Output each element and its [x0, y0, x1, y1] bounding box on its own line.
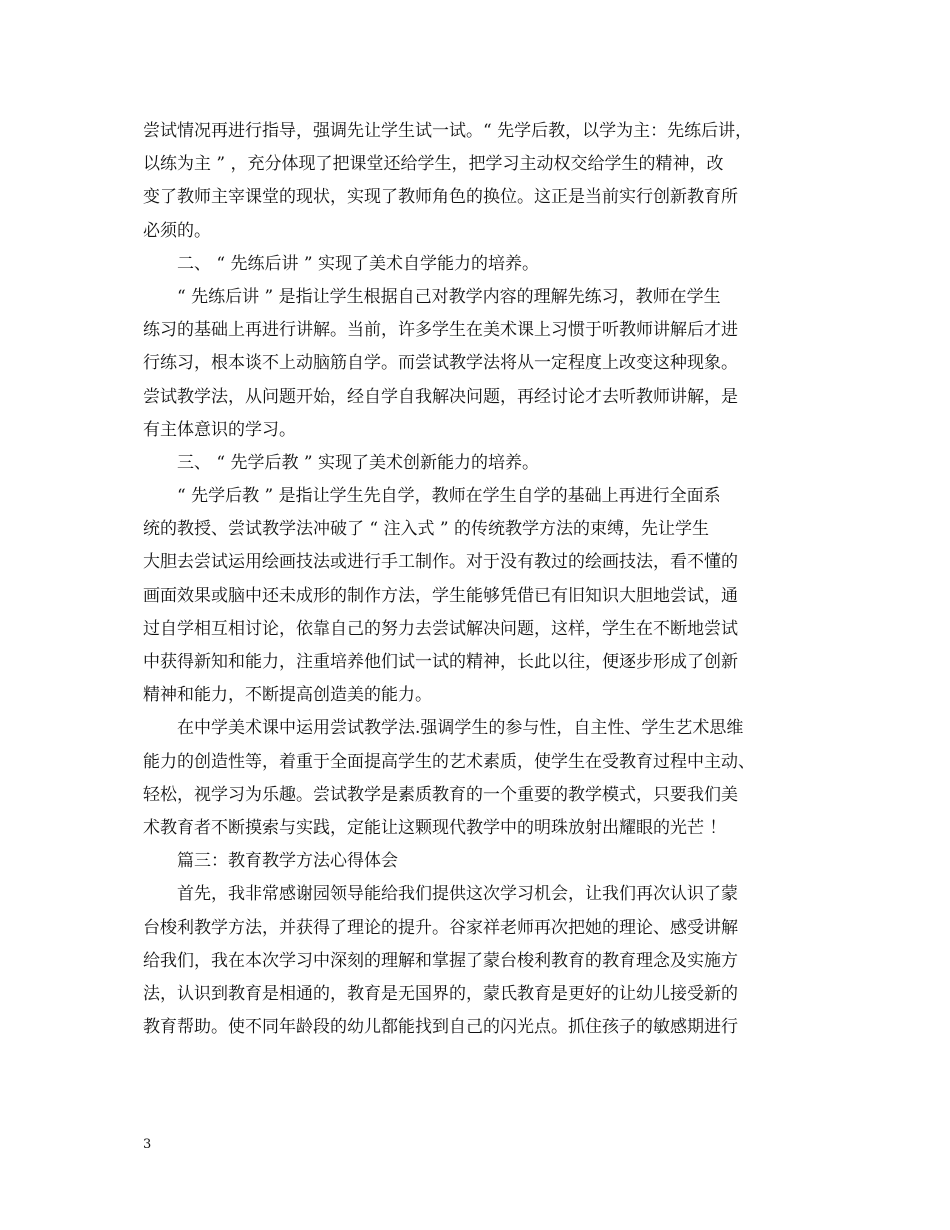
- text-line: 法，认识到教育是相通的，教育是无国界的，蒙氏教育是更好的让幼儿接受新的: [143, 983, 738, 1004]
- text-line: 术教育者不断摸索与实践，定能让这颗现代教学中的明珠放射出耀眼的光芒 ！: [143, 817, 727, 838]
- text-line: 篇三：教育教学方法心得体会: [177, 851, 398, 872]
- text-line: 过自学相互相讨论，依靠自己的努力去尝试解决问题，这样，学生在不断地尝试: [143, 618, 738, 639]
- text-line: 轻松，视学习为乐趣。尝试教学是素质教育的一个重要的教学模式，只要我们美: [143, 784, 738, 805]
- page-number: 3: [143, 1137, 152, 1152]
- text-line: 首先，我非常感谢园领导能给我们提供这次学习机会，让我们再次认识了蒙: [177, 884, 738, 905]
- text-line: 能力的创造性等，着重于全面提高学生的艺术素质，使学生在受教育过程中主动、: [143, 751, 755, 772]
- text-line: 教育帮助。使不同年龄段的幼儿都能找到自己的闪光点。抓住孩子的敏感期进行: [143, 1017, 738, 1038]
- text-line: “ 先练后讲 ” 是指让学生根据自己对教学内容的理解先练习，教师在学生: [177, 286, 721, 307]
- text-line: 给我们，我在本次学习中深刻的理解和掌握了蒙台梭利教育的教育理念及实施方: [143, 950, 738, 971]
- text-line: 中获得新知和能力，注重培养他们试一试的精神，长此以往，便逐步形成了创新: [143, 652, 738, 672]
- text-line: 变了教师主宰课堂的现状，实现了教师角色的换位。这正是当前实行创新教育所: [143, 187, 738, 208]
- text-line: 在中学美术课中运用尝试教学法.强调学生的参与性，自主性、学生艺术思维: [177, 718, 744, 739]
- text-line: 统的教授、尝试教学法冲破了 “ 注入式 ” 的传统教学方法的束缚，先让学生: [143, 519, 709, 540]
- text-line: 行练习，根本谈不上动脑筋自学。而尝试教学法将从一定程度上改变这种现象。: [143, 353, 738, 374]
- text-line: 有主体意识的学习。: [143, 419, 296, 440]
- text-line: 必须的。: [143, 220, 211, 241]
- text-line: 尝试教学法，从问题开始，经自学自我解决问题，再经讨论才去听教师讲解，是: [143, 386, 738, 407]
- text-line: “ 先学后教 ” 是指让学生先自学，教师在学生自学的基础上再进行全面系: [177, 486, 721, 507]
- text-line: 台梭利教学方法，并获得了理论的提升。谷家祥老师再次把她的理论、感受讲解: [143, 917, 738, 938]
- text-line: 画面效果或脑中还未成形的制作方法，学生能够凭借已有旧知识大胆地尝试，通: [143, 585, 738, 606]
- text-line: 以练为主 ” ，充分体现了把课堂还给学生，把学习主动权交给学生的精神，改: [143, 154, 724, 175]
- text-line: 二、 “ 先练后讲 ” 实现了美术自学能力的培养。: [177, 253, 539, 274]
- text-line: 三、 “ 先学后教 ” 实现了美术创新能力的培养。: [177, 452, 539, 473]
- text-line: 尝试情况再进行指导，强调先让学生试一试。“ 先学后教，以学为主：先练后讲，: [143, 121, 753, 141]
- text-line: 练习的基础上再进行讲解。当前，许多学生在美术课上习惯于听教师讲解后才进: [143, 320, 738, 341]
- text-line: 大胆去尝试运用绘画技法或进行手工制作。对于没有教过的绘画技法，看不懂的: [143, 552, 738, 573]
- body-text: [143, 115, 815, 1044]
- text-line: 精神和能力，不断提高创造美的能力。: [143, 685, 432, 706]
